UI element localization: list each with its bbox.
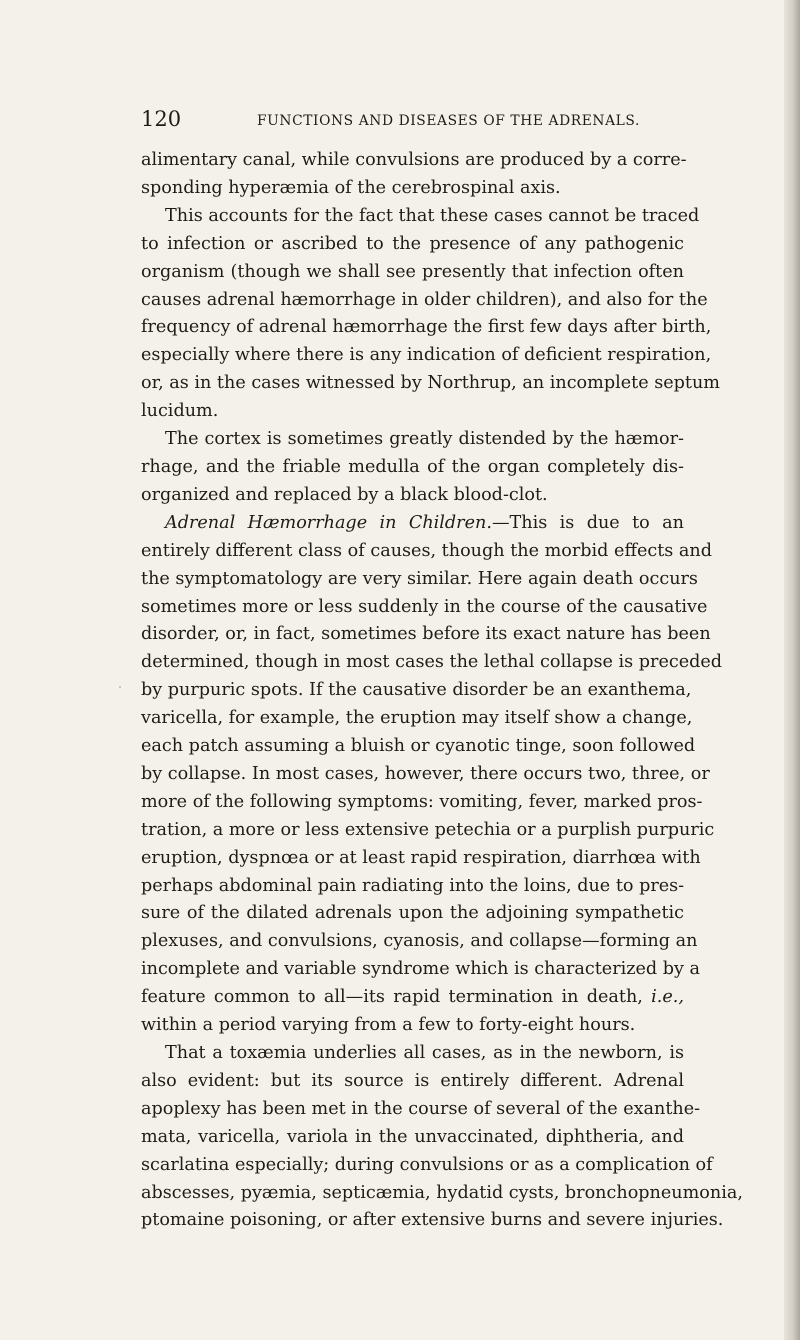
text-line: frequency of adrenal hæmorrhage the first few days after birth, bbox=[141, 317, 712, 338]
page-edge bbox=[784, 0, 800, 1340]
text-line: causes adrenal hæmorrhage in older children), and also for the bbox=[141, 289, 708, 310]
text-line: organism (though we shall see presently that infection often bbox=[141, 261, 684, 282]
text-line: sponding hyperæmia of the cerebrospinal axis. bbox=[141, 177, 561, 198]
text-line: mata, varicella, variola in the unvaccinated, diphtheria, and bbox=[141, 1126, 684, 1147]
text-line: incomplete and variable syndrome which is characterized by a bbox=[141, 959, 701, 980]
italic-abbreviation: i.e., bbox=[651, 987, 684, 1008]
text-line: also evident: but its source is entirely different. Adrenal bbox=[141, 1070, 684, 1091]
text-line: disorder, or, in fact, sometimes before its exact nature has been bbox=[141, 624, 711, 645]
text-line: rhage, and the friable medulla of the organ completely dis- bbox=[141, 456, 684, 477]
text-line: perhaps abdominal pain radiating into the loins, due to pres- bbox=[141, 875, 685, 896]
text-line: The cortex is sometimes greatly distended by the hæmor- bbox=[165, 429, 684, 450]
text-line: scarlatina especially; during convulsions or as a complication of bbox=[141, 1154, 713, 1175]
text-line: ptomaine poisoning, or after extensive burns and severe injuries. bbox=[141, 1210, 724, 1231]
text-line: or, as in the cases witnessed by Northrup, an incomplete septum bbox=[141, 373, 720, 394]
section-heading-line bbox=[141, 510, 684, 538]
text-line: apoplexy has been met in the course of several of the exanthe- bbox=[141, 1098, 701, 1119]
text-line: sure of the dilated adrenals upon the adjoining sympathetic bbox=[141, 903, 684, 924]
text-line: more of the following symptoms: vomiting, fever, marked pros- bbox=[141, 791, 703, 812]
text-line: especially where there is any indication of deficient respiration, bbox=[141, 345, 712, 366]
text-line: organized and replaced by a black blood-clot. bbox=[141, 484, 548, 505]
page-number: 120 bbox=[141, 107, 182, 131]
text-line: lucidum. bbox=[141, 401, 219, 422]
text-line-with-italic bbox=[141, 984, 684, 1012]
print-speck bbox=[119, 686, 121, 688]
text-line: That a toxæmia underlies all cases, as in the newborn, is bbox=[165, 1043, 684, 1063]
text-line: alimentary canal, while convulsions are produced by a corre- bbox=[141, 150, 687, 170]
body-text bbox=[141, 147, 743, 1235]
text-line: entirely different class of causes, though the morbid effects and bbox=[141, 540, 712, 561]
text-line: tration, a more or less extensive petechia or a purplish purpuric bbox=[141, 819, 715, 840]
section-heading: Adrenal Hæmorrhage in Children. bbox=[165, 512, 492, 533]
text-line: within a period varying from a few to forty-eight hours. bbox=[141, 1015, 636, 1036]
text-line: by collapse. In most cases, however, there occurs two, three, or bbox=[141, 763, 710, 784]
text-line: sometimes more or less suddenly in the course of the causative bbox=[141, 596, 708, 617]
text-line: varicella, for example, the eruption may itself show a change, bbox=[141, 708, 693, 729]
page-header bbox=[141, 105, 661, 135]
text-line: by purpuric spots. If the causative disorder be an exanthema, bbox=[141, 680, 692, 701]
text-run: —This is due to an bbox=[491, 512, 684, 533]
text-line: to infection or ascribed to the presence of any pathogenic bbox=[141, 233, 684, 254]
text-line: the symptomatology are very similar. Here again death occurs bbox=[141, 568, 698, 589]
text-line: plexuses, and convulsions, cyanosis, and collapse—forming an bbox=[141, 931, 698, 952]
text-line: abscesses, pyæmia, septicæmia, hydatid cysts, bronchopneumonia, bbox=[141, 1182, 743, 1203]
text-line: determined, though in most cases the lethal collapse is preceded bbox=[141, 652, 723, 673]
text-line: each patch assuming a bluish or cyanotic tinge, soon followed bbox=[141, 736, 696, 757]
text-line: eruption, dyspnœa or at least rapid respiration, diarrhœa with bbox=[141, 847, 701, 868]
text-run: feature common to all—its rapid termination in death, bbox=[141, 987, 652, 1008]
running-title: FUNCTIONS AND DISEASES OF THE ADRENALS. bbox=[257, 113, 640, 129]
text-line: This accounts for the fact that these cases cannot be traced bbox=[165, 205, 700, 226]
